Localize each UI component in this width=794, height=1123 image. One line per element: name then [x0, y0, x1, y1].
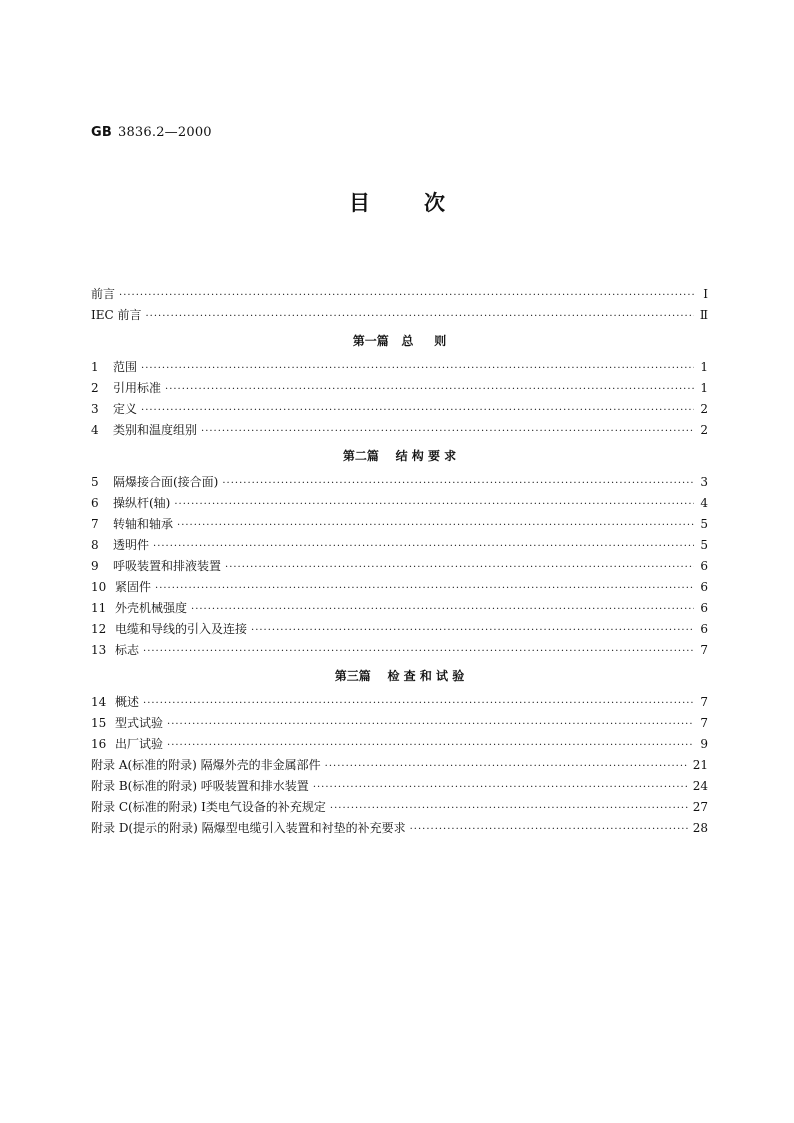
toc-entry-label: 操纵杆(轴) — [113, 496, 171, 510]
standard-prefix: GB — [91, 125, 112, 140]
part-heading-2: 第二篇 结 构 要 求 — [342, 449, 457, 463]
toc-entry-page: 7 — [700, 643, 708, 657]
toc-entry[interactable] — [91, 619, 708, 640]
toc-entry-label: IEC 前言 — [91, 308, 142, 322]
toc-entry-number: 4 — [91, 423, 99, 437]
toc-leader-dots — [153, 536, 694, 557]
toc-entry-label: 出厂试验 — [115, 737, 164, 751]
toc-entry-page: 6 — [700, 559, 708, 573]
standard-number: 3836.2—2000 — [117, 125, 212, 140]
toc-leader-dots — [165, 379, 694, 400]
toc-entry[interactable] — [91, 514, 708, 535]
toc-entry-number: 12 — [91, 622, 107, 636]
page-title: 目次 — [349, 191, 499, 215]
toc-entry-page: 6 — [700, 601, 708, 615]
toc-entry-label: 引用标准 — [113, 381, 162, 395]
toc-entry-page: Ⅰ — [703, 287, 708, 301]
toc-leader-dots — [410, 819, 689, 840]
toc-entry-label: 电缆和导线的引入及连接 — [115, 622, 248, 636]
toc-leader-dots — [141, 358, 694, 379]
toc-entry[interactable] — [91, 556, 708, 577]
toc-entry-foreword[interactable] — [91, 284, 708, 305]
toc-entry-page: Ⅱ — [699, 308, 708, 322]
toc-entry-label: 附录 D(提示的附录) 隔爆型电缆引入装置和衬垫的补充要求 — [91, 821, 406, 835]
toc-leader-dots — [167, 714, 694, 735]
toc-leader-dots — [141, 400, 694, 421]
toc-entry-number: 3 — [91, 402, 99, 416]
toc-entry-page: 21 — [692, 758, 708, 772]
part-heading-3: 第三篇 检 查 和 试 验 — [334, 669, 465, 683]
toc-entry-appendix-c[interactable] — [91, 797, 708, 818]
toc-leader-dots — [222, 473, 694, 494]
toc-entry-page: 5 — [700, 517, 708, 531]
toc-entry-page: 6 — [700, 622, 708, 636]
toc-entry[interactable] — [91, 734, 708, 755]
toc-entry-number: 6 — [91, 496, 99, 510]
toc-entry-number: 7 — [91, 517, 99, 531]
toc-entry-page: 7 — [700, 695, 708, 709]
toc-entry[interactable] — [91, 713, 708, 734]
toc-entry-number: 15 — [91, 716, 107, 730]
toc-entry[interactable] — [91, 378, 708, 399]
toc-leader-dots — [313, 777, 689, 798]
toc-entry-page: 24 — [692, 779, 708, 793]
toc-entry-iec-foreword[interactable] — [91, 305, 708, 326]
toc-leader-dots — [330, 798, 689, 819]
toc-entry-page: 5 — [700, 538, 708, 552]
toc-entry-label: 前言 — [91, 287, 116, 301]
toc-entry-appendix-d[interactable] — [91, 818, 708, 839]
toc-entry[interactable] — [91, 399, 708, 420]
toc-entry-number: 10 — [91, 580, 107, 594]
toc-entry-label: 范围 — [113, 360, 138, 374]
toc-entry-page: 27 — [692, 800, 708, 814]
toc-entry-label: 概述 — [115, 695, 140, 709]
toc-leader-dots — [146, 306, 695, 327]
toc-entry-label: 标志 — [115, 643, 140, 657]
toc-leader-dots — [191, 599, 694, 620]
toc-entry-number: 1 — [91, 360, 99, 374]
toc-leader-dots — [143, 693, 694, 714]
toc-leader-dots — [155, 578, 694, 599]
toc-entry-appendix-b[interactable] — [91, 776, 708, 797]
toc-leader-dots — [119, 285, 694, 306]
toc-leader-dots — [174, 494, 694, 515]
standard-code — [91, 125, 212, 140]
toc-entry-page: 4 — [700, 496, 708, 510]
toc-entry-label: 紧固件 — [115, 580, 152, 594]
toc-entry-label: 附录 A(标准的附录) 隔爆外壳的非金属部件 — [91, 758, 321, 772]
toc-entry-label: 透明件 — [113, 538, 150, 552]
toc-entry-page: 7 — [700, 716, 708, 730]
toc-entry-appendix-a[interactable] — [91, 755, 708, 776]
toc-entry-number: 2 — [91, 381, 99, 395]
toc-entry-label: 转轴和轴承 — [113, 517, 174, 531]
table-of-contents — [91, 284, 708, 839]
toc-entry-page: 2 — [700, 423, 708, 437]
toc-entry-number: 16 — [91, 737, 107, 751]
toc-entry-label: 隔爆接合面(接合面) — [113, 475, 219, 489]
toc-leader-dots — [325, 756, 689, 777]
toc-entry[interactable] — [91, 640, 708, 661]
toc-entry-number: 14 — [91, 695, 107, 709]
toc-entry-number: 13 — [91, 643, 107, 657]
toc-entry[interactable] — [91, 577, 708, 598]
toc-entry-label: 类别和温度组别 — [113, 423, 198, 437]
toc-leader-dots — [167, 735, 694, 756]
toc-entry[interactable] — [91, 420, 708, 441]
toc-entry-page: 3 — [700, 475, 708, 489]
toc-entry[interactable] — [91, 598, 708, 619]
toc-entry-page: 1 — [700, 381, 708, 395]
toc-entry[interactable] — [91, 357, 708, 378]
toc-entry[interactable] — [91, 493, 708, 514]
toc-entry-page: 6 — [700, 580, 708, 594]
toc-entry[interactable] — [91, 472, 708, 493]
toc-entry-number: 8 — [91, 538, 99, 552]
toc-entry-label: 附录 B(标准的附录) 呼吸装置和排水装置 — [91, 779, 309, 793]
toc-leader-dots — [201, 421, 694, 442]
toc-entry-label: 型式试验 — [115, 716, 164, 730]
toc-entry[interactable] — [91, 535, 708, 556]
toc-entry-label: 呼吸装置和排液装置 — [113, 559, 222, 573]
toc-leader-dots — [177, 515, 694, 536]
toc-leader-dots — [251, 620, 694, 641]
toc-entry-label: 附录 C(标准的附录) Ⅰ类电气设备的补充规定 — [91, 800, 326, 814]
toc-entry[interactable] — [91, 692, 708, 713]
part-heading-1: 第一篇 总 则 — [352, 334, 447, 348]
toc-entry-page: 1 — [700, 360, 708, 374]
toc-entry-label: 定义 — [113, 402, 138, 416]
toc-entry-number: 5 — [91, 475, 99, 489]
toc-entry-label: 外壳机械强度 — [115, 601, 188, 615]
toc-entry-page: 2 — [700, 402, 708, 416]
toc-leader-dots — [143, 641, 694, 662]
toc-entry-page: 28 — [692, 821, 708, 835]
toc-entry-number: 11 — [91, 601, 107, 615]
toc-entry-number: 9 — [91, 559, 99, 573]
toc-entry-page: 9 — [700, 737, 708, 751]
toc-leader-dots — [225, 557, 694, 578]
